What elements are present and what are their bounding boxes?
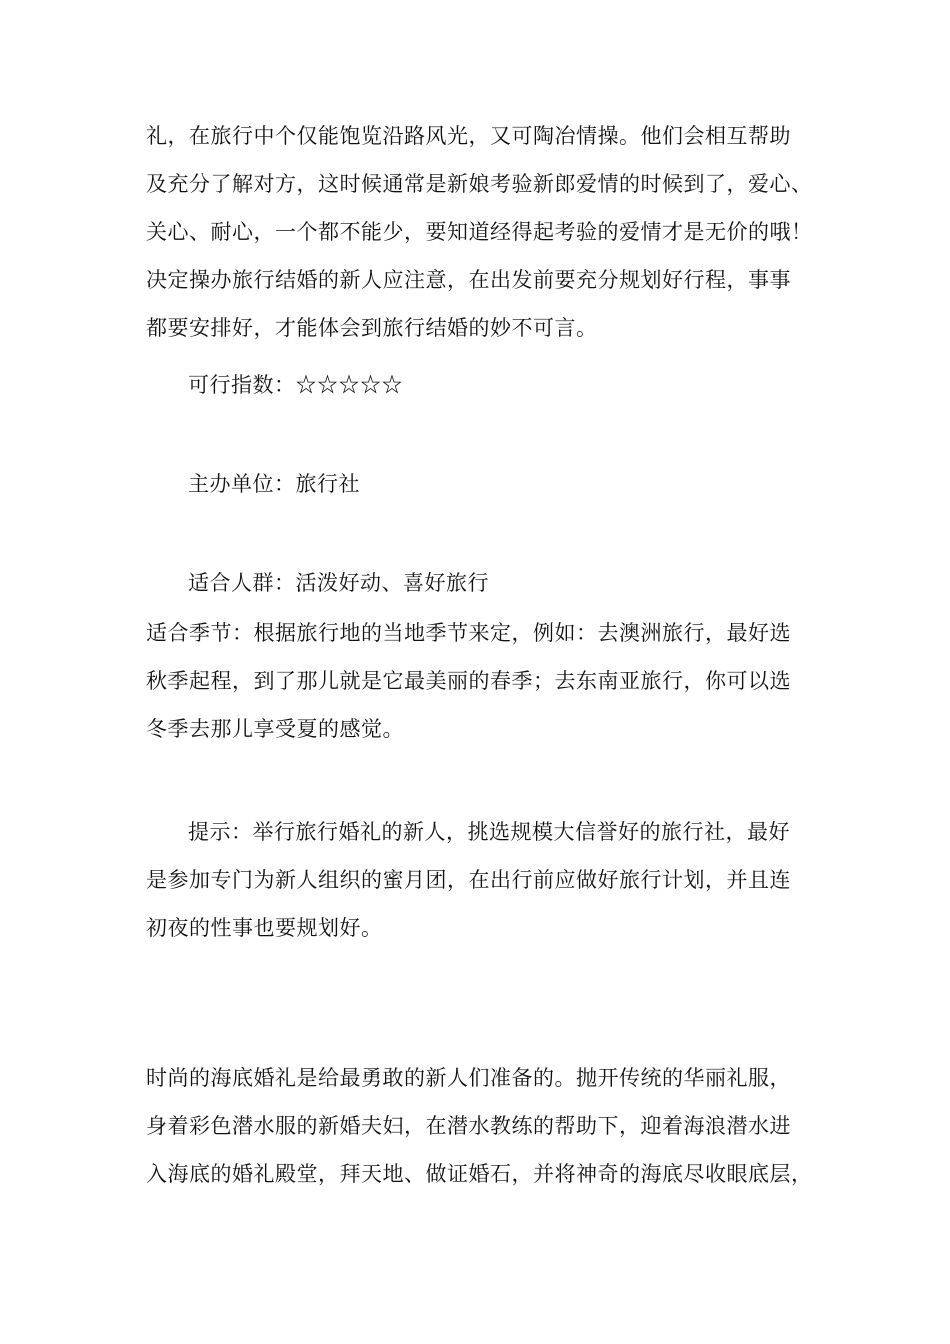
text-line: 主办单位：旅行社 bbox=[188, 472, 360, 496]
text-line: 身着彩色潜水服的新婚夫妇，在潜水教练的帮助下，迎着海浪潜水进 bbox=[146, 1114, 791, 1138]
text-line: 适合季节：根据旅行地的当地季节来定，例如：去澳洲旅行，最好选 bbox=[146, 621, 791, 645]
text-line: 关心、耐心，一个都不能少，要知道经得起考验的爱情才是无价的哦！ bbox=[146, 220, 813, 244]
text-line: 入海底的婚礼殿堂，拜天地、做证婚石，并将神奇的海底尽收眼底层， bbox=[146, 1162, 813, 1186]
text-line: 适合人群：活泼好动、喜好旅行 bbox=[188, 571, 489, 595]
text-line: 及充分了解对方，这时候通常是新娘考验新郎爱情的时候到了，爱心、 bbox=[146, 172, 813, 196]
underwater-wedding-paragraph bbox=[146, 1054, 813, 1198]
tip-paragraph bbox=[146, 808, 810, 952]
text-line: 礼，在旅行中个仅能饱览沿路风光，又可陶冶情操。他们会相互帮助 bbox=[146, 124, 791, 148]
text-line: 初夜的性事也要规划好。 bbox=[146, 916, 383, 940]
text-line: 是参加专门为新人组织的蜜月团，在出行前应做好旅行计划，并且连 bbox=[146, 868, 791, 892]
text-line: 冬季去那儿享受夏的感觉。 bbox=[146, 717, 404, 741]
text-line: 秋季起程，到了那儿就是它最美丽的春季；去东南亚旅行，你可以选 bbox=[146, 669, 791, 693]
text-line: 都要安排好，才能体会到旅行结婚的妙不可言。 bbox=[146, 316, 598, 340]
season-paragraph bbox=[146, 609, 810, 753]
text-line: 时尚的海底婚礼是给最勇敢的新人们准备的。抛开传统的华丽礼服， bbox=[146, 1066, 791, 1090]
paragraph-travel-wedding bbox=[146, 112, 813, 352]
audience-line bbox=[188, 559, 810, 607]
text-line: 决定操办旅行结婚的新人应注意，在出发前要充分规划好行程，事事 bbox=[146, 268, 791, 292]
text-line: 可行指数：☆☆☆☆☆ bbox=[188, 373, 403, 397]
organizer-line bbox=[188, 460, 810, 508]
text-line: 提示：举行旅行婚礼的新人，挑选规模大信誉好的旅行社，最好 bbox=[188, 820, 790, 844]
feasibility-rating bbox=[188, 361, 810, 409]
